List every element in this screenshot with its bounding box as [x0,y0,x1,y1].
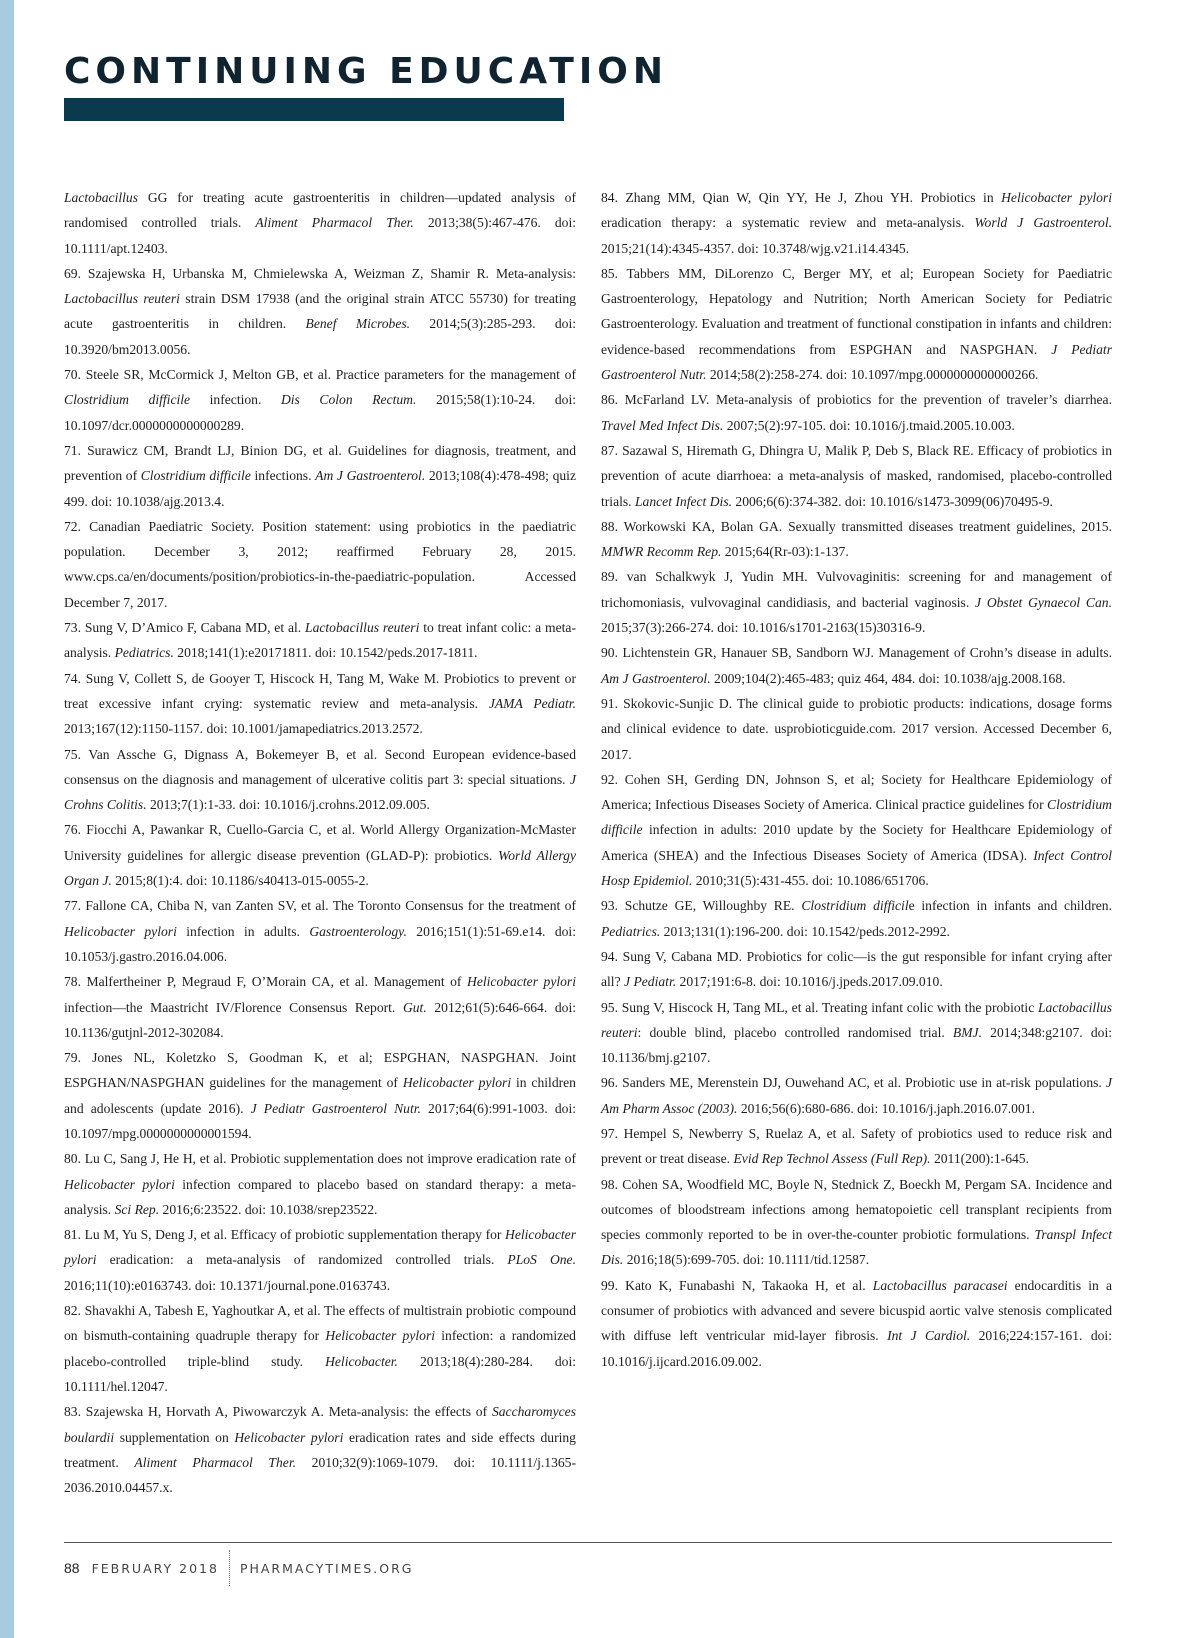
reference-italic-text: J Obstet Gynaecol Can. [975,594,1112,610]
reference-italic-text: Helicobacter pylori [467,974,576,990]
reference-text: 91. Skokovic-Sunjic D. The clinical guide to probiotic products: indications, dosage forms and clinical evidence to date. usprobioticguide.com. 2017 version. Accessed December 6, 2017. [601,695,1112,762]
references-right-column [601,185,1112,1374]
section-title: CONTINUING EDUCATION [64,51,668,92]
reference-entry [601,995,1112,1071]
page-number: 88 [64,1560,80,1576]
reference-italic-text: MMWR Recomm Rep. [601,544,722,560]
reference-text: strain DSM 17938 (and the original strain ATCC 55730) for treating acute gastroenteritis in children. [64,291,577,332]
reference-italic-text: Lactobacillus [64,190,139,205]
reference-entry [64,1222,576,1298]
reference-text: 69. Szajewska H, Urbanska M, Chmielewska A, Weizman Z, Shamir R. Meta-analysis: [64,265,576,281]
reference-italic-text: J Pediatr Gastroenterol Nutr. [601,341,1112,383]
reference-italic-text: Helicobacter pylori [64,1176,175,1192]
reference-italic-text: Pediatrics. [601,923,661,939]
footer-rule [64,1542,1112,1543]
reference-italic-text: JAMA Pediatr. [488,695,576,711]
reference-text: 2013;7(1):1-33. doi: 10.1016/j.crohns.2012.09.005. [146,797,430,813]
reference-text: 2007;5(2):97-105. doi: 10.1016/j.tmaid.2005.10.003. [723,417,1015,433]
reference-entry [601,185,1112,261]
reference-text: 2013;18(4):280-284. doi: 10.1111/hel.12047. [64,1353,576,1394]
reference-text: 2013;108(4):478-498; quiz 499. doi: 10.1038/ajg.2013.4. [64,468,576,509]
reference-italic-text: Helicobacter pylori [402,1075,512,1091]
section-header [64,50,668,121]
reference-entry [64,666,576,742]
reference-text: 73. Sung V, D’Amico F, Cabana MD, et al. [64,620,306,636]
issue-date: FEBRUARY 2018 [91,1560,219,1576]
reference-entry [601,691,1112,767]
reference-entry [64,1399,576,1500]
reference-text: 2017;191:6-8. doi: 10.1016/j.jpeds.2017.09.010. [676,974,943,990]
reference-text: 2013;167(12):1150-1157. doi: 10.1001/jamapediatrics.2013.2572. [64,721,423,737]
reference-italic-text: Saccharomyces boulardii [64,1404,576,1445]
site-name: PHARMACYTIMES.ORG [239,1560,414,1576]
reference-italic-text: Helicobacter pylori [64,1227,576,1268]
reference-text: 2010;31(5):431-455. doi: 10.1086/651706. [692,873,929,889]
reference-entry [601,1273,1112,1374]
reference-entry [601,1070,1112,1121]
reference-italic-text: Am J Gastroenterol. [315,468,426,484]
reference-text: 97. Hempel S, Newberry S, Ruelaz A, et al. Safety of probiotics used to reduce risk and prevent or treat disease. [601,1125,1112,1167]
reference-text: 2014;348:g2107. doi: 10.1136/bmj.g2107. [601,1024,1112,1066]
reference-text: 74. Sung V, Collett S, de Gooyer T, Hiscock H, Tang M, Wake M. Probiotics to prevent or treat excessive infant crying: systematic review and meta-analysis. [64,670,576,711]
reference-text: 92. Cohen SH, Gerding DN, Johnson S, et al; Society for Healthcare Epidemiology of America; Infectious Diseases Society of America. Clinical practice guidelines for [601,771,1112,813]
reference-text: in children and adolescents (update 2016). [64,1075,576,1116]
reference-text: 86. McFarland LV. Meta-analysis of probiotics for the prevention of traveler’s diarrhea. [601,392,1112,408]
reference-text: : double blind, placebo controlled randomised trial. [637,1024,953,1040]
reference-italic-text: Clostridium difficile [140,468,251,484]
reference-italic-text: Pediatrics. [114,645,174,661]
reference-italic-text: Int J Cardiol. [887,1328,971,1344]
reference-text: 77. Fallone CA, Chiba N, van Zanten SV, et al. The Toronto Consensus for the treatment of [64,898,576,914]
reference-entry [64,362,576,438]
reference-text: eradication therapy: a systematic review and meta-analysis. [601,215,975,231]
reference-italic-text: J Pediatr. [624,974,677,990]
reference-text: 85. Tabbers MM, DiLorenzo C, Berger MY, et al; European Society for Paediatric Gastroenterology, Hepatology and Nutrition; North American Society for Pediatric Gastroenterology. Evaluation and treatment of functional constipation in infants and children: evidence-based recommendations from ESPGHAN and NASPGHAN. [601,265,1112,357]
reference-text: 2015;37(3):266-274. doi: 10.1016/s1701-2163(15)30316-9. [601,620,926,636]
reference-text: 2011(200):1-645. [930,1151,1029,1167]
reference-text: 2015;58(1):10-24. doi: 10.1097/dcr.0000000000000289. [64,392,576,433]
reference-italic-text: Aliment Pharmacol Ther. [134,1454,297,1470]
reference-text: 79. Jones NL, Koletzko S, Goodman K, et al; ESPGHAN, NASPGHAN. Joint ESPGHAN/NASPGHAN guidelines for the management of [64,1050,576,1091]
reference-entry [64,1045,576,1146]
reference-entry [601,438,1112,514]
reference-italic-text: Lactobacillus reuteri [305,620,420,636]
reference-text: 2016;56(6):680-686. doi: 10.1016/j.japh.2016.07.001. [737,1100,1035,1116]
reference-text: 2016;224:157-161. doi: 10.1016/j.ijcard.2016.09.002. [601,1328,1112,1369]
reference-entry [64,438,576,514]
reference-italic-text: Clostridium difficil [801,898,909,914]
reference-text: 70. Steele SR, McCormick J, Melton GB, et al. Practice parameters for the management of [64,367,576,383]
reference-text: 71. Surawicz CM, Brandt LJ, Binion DG, et al. Guidelines for diagnosis, treatment, and prevention of [64,442,576,484]
reference-italic-text: World J Gastroenterol. [974,215,1113,231]
reference-text: 95. Sung V, Hiscock H, Tang ML, et al. Treating infant colic with the probiotic [601,999,1038,1015]
reference-text: 94. Sung V, Cabana MD. Probiotics for colic—is the gut responsible for infant crying after all? [601,948,1112,990]
reference-entry [601,564,1112,640]
reference-italic-text: World Allergy Organ J. [64,847,576,889]
reference-text: infection compared to placebo based on standard therapy: a meta-analysis. [64,1176,576,1217]
reference-text: infection in adults. [176,923,310,939]
reference-text: endocarditis in a consumer of probiotics with advanced and severe bicuspid aortic valve stenosis complicated with diffuse left ventricular mid-layer fibrosis. [601,1277,1112,1344]
reference-text: to treat infant colic: a meta-analysis. [64,620,576,661]
reference-text: infection in adults: 2010 update by the Society for Healthcare Epidemiology of America (SHEA) and the Infectious Diseases Society of America (IDSA). [601,822,1112,863]
reference-italic-text: Helicobacter pylori [325,1328,436,1344]
reference-text: 2016;18(5):699-705. doi: 10.1111/tid.12587. [623,1252,870,1268]
reference-entry [64,615,576,666]
reference-italic-text: Infect Control Hosp Epidemiol. [601,847,1112,889]
reference-italic-text: Evid Rep Technol Assess (Full Rep). [733,1151,931,1167]
reference-text: 78. Malfertheiner P, Megraud F, O’Morain CA, et al. Management of [64,974,468,990]
reference-entry [64,1298,576,1399]
reference-text: 88. Workowski KA, Bolan GA. Sexually transmitted diseases treatment guidelines, 2015. [601,518,1112,534]
reference-italic-text: Dis Colon Rectum. [280,392,417,408]
reference-italic-text: Am J Gastroenterol. [601,670,711,686]
reference-text: 2018;141(1):e20171811. doi: 10.1542/peds.2017-1811. [173,645,478,661]
reference-text: 81. Lu M, Yu S, Deng J, et al. Efficacy of probiotic supplementation therapy for [64,1227,506,1243]
reference-entry [64,185,576,261]
reference-italic-text: Transpl Infect Dis. [601,1227,1112,1268]
reference-italic-text: Lactobacillus reuteri [64,291,180,307]
reference-text: 83. Szajewska H, Horvath A, Piwowarczyk A. Meta-analysis: the effects of [64,1404,492,1420]
reference-text: supplementation on [114,1429,235,1445]
reference-italic-text: J Am Pharm Assoc (2003). [601,1075,1112,1116]
reference-text: 80. Lu C, Sang J, He H, et al. Probiotic supplementation does not improve eradication rate of [64,1151,576,1167]
reference-italic-text: Lactobacillus reuteri [601,999,1112,1040]
reference-text: 99. Kato K, Funabashi N, Takaoka H, et al. [601,1277,873,1293]
reference-entry [601,767,1112,893]
reference-italic-text: Clostridium difficile [601,797,1112,838]
reference-italic-text: Lactobacillus paracasei [872,1277,1008,1293]
reference-text: 2016;11(10):e0163743. doi: 10.1371/journal.pone.0163743. [64,1277,391,1293]
reference-entry [601,387,1112,438]
reference-entry [64,742,576,818]
reference-entry [64,969,576,1045]
reference-text: 2014;58(2):258-274. doi: 10.1097/mpg.0000000000000266. [706,367,1039,383]
reference-text: 89. van Schalkwyk J, Yudin MH. Vulvovaginitis: screening for and management of trichomoniasis, vulvovaginal candidiasis, and bacterial vaginosis. [601,569,1112,610]
reference-italic-text: Helicobacter pylori [1001,190,1112,205]
reference-text: infection—the Maastricht IV/Florence Consensus Report. [64,999,403,1015]
reference-text: 2006;6(6):374-382. doi: 10.1016/s1473-3099(06)70495-9. [732,493,1053,509]
reference-entry [601,261,1112,387]
reference-text: eradication: a meta-analysis of randomized controlled trials. [96,1252,508,1268]
reference-text: 72. Canadian Paediatric Society. Position statement: using probiotics in the paediatric population. December 3, 2012; reaffirmed February 28, 2015. www.cps.ca/en/documents/position/probiotics-in-the-paediatric-population. Accessed December 7, 2017. [64,518,576,610]
reference-italic-text: J Crohns Colitis. [64,771,576,813]
reference-text: 2010;32(9):1069-1079. doi: 10.1111/j.1365-2036.2010.04457.x. [64,1454,576,1496]
reference-text: 2015;64(Rr-03):1-137. [721,544,849,560]
reference-text: 2013;131(1):196-200. doi: 10.1542/peds.2012-2992. [660,923,950,939]
reference-italic-text: BMJ. [952,1024,982,1040]
reference-italic-text: Helicobacter pylori [234,1429,344,1445]
references-left-column [64,185,576,1500]
reference-text: 2015;21(14):4345-4357. doi: 10.3748/wjg.v21.i14.4345. [601,240,910,256]
reference-text: e infection in infants and children. [908,898,1112,914]
reference-text: 2009;104(2):465-483; quiz 464, 484. doi: 10.1038/ajg.2008.168. [710,670,1066,686]
reference-entry [601,640,1112,691]
side-color-strip [0,0,14,1638]
reference-entry [64,514,576,615]
reference-text: 2013;38(5):467-476. doi: 10.1111/apt.12403. [64,215,576,256]
reference-text: GG for treating acute gastroenteritis in children—updated analysis of randomised controlled trials. [64,190,576,231]
reference-text: eradication rates and side effects during treatment. [64,1429,576,1470]
reference-text: 96. Sanders ME, Merenstein DJ, Ouwehand AC, et al. Probiotic use in at-risk populations. [601,1075,1106,1091]
reference-entry [64,893,576,969]
reference-entry [601,944,1112,995]
reference-text: 2017;64(6):991-1003. doi: 10.1097/mpg.0000000000001594. [64,1100,576,1141]
reference-text: 98. Cohen SA, Woodfield MC, Boyle N, Stednick Z, Boeckh M, Pergam SA. Incidence and outcomes of bloodstream infections among hematopoietic cell transplant recipients from species commonly reported to be in over-the-counter probiotic formulations. [601,1176,1112,1243]
reference-text: infection. [190,392,281,408]
reference-italic-text: Benef Microbes. [305,316,411,332]
reference-text: 90. Lichtenstein GR, Hanauer SB, Sandborn WJ. Management of Crohn’s disease in adults. [601,645,1112,661]
reference-text: 84. Zhang MM, Qian W, Qin YY, He J, Zhou YH. Probiotics in [601,190,1002,205]
footer-separator [229,1550,230,1586]
reference-entry [64,1146,576,1222]
reference-text: 93. Schutze GE, Willoughby RE. [601,898,802,914]
reference-italic-text: Sci Rep. [114,1201,160,1217]
reference-entry [601,514,1112,565]
reference-italic-text: Gut. [402,999,427,1015]
reference-entry [64,261,576,362]
reference-italic-text: PLoS One. [507,1252,576,1268]
reference-italic-text: Travel Med Infect Dis. [601,417,724,433]
reference-text: 2016;151(1):51-69.e14. doi: 10.1053/j.gastro.2016.04.006. [64,923,576,964]
reference-italic-text: Clostridium difficile [64,392,191,408]
reference-entry [64,817,576,893]
reference-text: 2016;6:23522. doi: 10.1038/srep23522. [159,1201,378,1217]
reference-entry [601,893,1112,944]
reference-italic-text: Aliment Pharmacol Ther. [255,215,414,231]
reference-italic-text: Helicobacter pylori [64,923,177,939]
reference-italic-text: Gastroenterology. [309,923,407,939]
reference-italic-text: J Pediatr Gastroenterol Nutr. [250,1100,421,1116]
reference-text: 87. Sazawal S, Hiremath G, Dhingra U, Malik P, Deb S, Black RE. Efficacy of probiotics in prevention of acute diarrhoea: a meta-analysis of masked, randomised, placebo-controlled trials. [601,442,1112,509]
reference-italic-text: Lancet Infect Dis. [634,493,733,509]
page-footer [64,1560,414,1576]
reference-text: infections. [250,468,316,484]
reference-entry [601,1172,1112,1273]
reference-text: 2015;8(1):4. doi: 10.1186/s40413-015-0055-2. [111,873,369,889]
reference-text: 75. Van Assche G, Dignass A, Bokemeyer B, et al. Second European evidence-based consensus on the diagnosis and management of ulcerative colitis part 3: special situations. [64,746,576,787]
section-title-bar [64,98,564,121]
reference-entry [601,1121,1112,1172]
reference-italic-text: Helicobacter. [325,1353,398,1369]
reference-text: infection: a randomized placebo-controlled triple-blind study. [64,1328,576,1369]
reference-text: 82. Shavakhi A, Tabesh E, Yaghoutkar A, et al. The effects of multistrain probiotic compound on bismuth-containing quadruple therapy for [64,1303,576,1344]
reference-text: 76. Fiocchi A, Pawankar R, Cuello-Garcia C, et al. World Allergy Organization-McMaster University guidelines for allergic disease prevention (GLAD-P): probiotics. [64,822,576,863]
reference-text: 2012;61(5):646-664. doi: 10.1136/gutjnl-2012-302084. [64,999,576,1040]
reference-text: 2014;5(3):285-293. doi: 10.3920/bm2013.0056. [64,316,576,357]
